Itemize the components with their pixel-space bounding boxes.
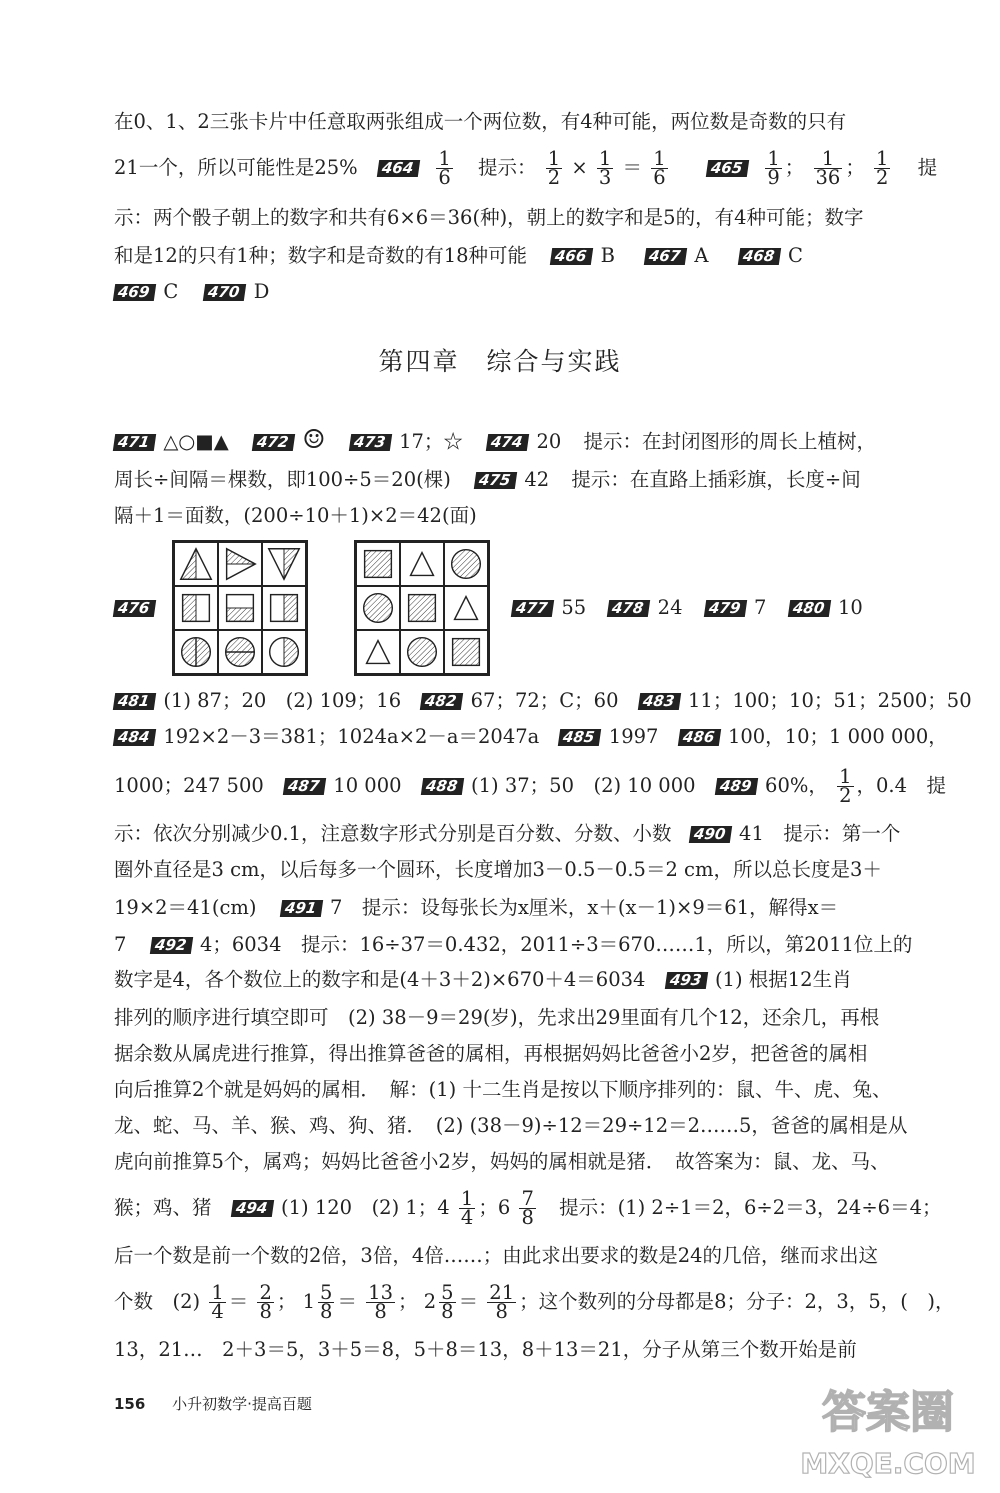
svg-text:答案圈: 答案圈 (822, 1387, 954, 1438)
text-line: 圈外直径是3 cm，以后每多一个圆环，长度增加3－0.5－0.5＝2 cm，所以总长度是3＋ (114, 858, 882, 881)
text-line: 猴；鸡、猪 494 (1) 120 (2) 1；4 $\frac{1}{4}$ ；6 $\frac{7}{8}$ 提示：(1) 2÷1＝2，6÷2＝3，24÷6＝4； (114, 1187, 942, 1229)
text-line: 7 492 4；6034 提示：16÷37＝0.432，2011÷3＝670……1，所以，第2011位上的 (114, 933, 913, 956)
text: 21一个，所以可能性是25% (114, 156, 358, 179)
answer: 55 (561, 596, 587, 619)
operator: × (571, 156, 588, 179)
text-line: 据余数从属虎进行推算，得出推算爸爸的属相，再根据妈妈比爸爸小2岁，把爸爸的属相 (114, 1042, 868, 1065)
question-tag: 485 (558, 729, 602, 746)
answer: △○■▲ (163, 430, 229, 453)
question-tag: 467 (644, 248, 688, 265)
question-tag: 481 (113, 693, 157, 710)
text-line (114, 238, 954, 274)
fraction: $\frac{1}{6}$ (438, 147, 451, 189)
question-tag: 493 (664, 972, 708, 989)
circle-split-icon (174, 630, 218, 674)
text-line (114, 462, 954, 498)
question-tag: 492 (149, 937, 193, 954)
square-split-icon (262, 586, 306, 630)
text-line: 示：依次分别减少0.1，注意数字形式分别是百分数、分数、小数 490 41 提示：第一个 (114, 822, 901, 845)
fraction: $\frac{1}{4}$ (211, 1281, 224, 1323)
square-split-icon (218, 586, 262, 630)
square-icon (400, 586, 444, 630)
question-tag: 473 (349, 434, 393, 451)
answer: C (788, 244, 803, 267)
operator: ＝ (622, 156, 643, 179)
text-line: 个数 (2) $\frac{1}{4}$ ＝ $\frac{2}{8}$ ； 1 $\frac{5}{8}$ ＝ $\frac{13}{8}$ ； 2 $\frac{5}{8}$ ＝ $\frac{21}{8}$ ；这个数列的分母都是8；分子：2，3，5，( )， (114, 1281, 955, 1323)
text-line: 21一个，所以可能性是25% 464 $\frac{1}{6}$ 提示： $\frac{1}{2}$ × $\frac{1}{3}$ ＝ $\frac{1}{6}$ 465 $\frac{1}{9}$ ； $\frac{1}{36}$ ； $\frac{1}{2}$ 提 (114, 147, 938, 189)
question-tag: 476 (113, 600, 157, 617)
text: 示：两个骰子朝上的数字和共有6×6＝36(种)，朝上的数字和是5的，有4种可能；数字 (114, 206, 864, 229)
text-line: 虎向前推算5个，属鸡；妈妈比爸爸小2岁，妈妈的属相就是猪． 故答案为：鼠、龙、马、 (114, 1150, 890, 1173)
question-tag: 471 (113, 434, 157, 451)
fraction: $\frac{1}{4}$ (460, 1187, 474, 1229)
fraction: $\frac{21}{8}$ (489, 1281, 515, 1323)
smiley-icon: ☺ (302, 425, 326, 455)
page-number: 156 (114, 1395, 146, 1413)
triangle-halved-icon (174, 542, 218, 586)
question-tag: 478 (607, 600, 651, 617)
question-tag: 469 (113, 284, 157, 301)
text-line: 龙、蛇、马、羊、猴、鸡、狗、猪． (2) (38－9)÷12＝29÷12＝2……5，爸爸的属相是从 (114, 1114, 908, 1137)
text-line: 后一个数是前一个数的2倍，3倍，4倍……；由此求出要求的数是24的几倍，继而求出这 (114, 1244, 879, 1267)
circle-split-icon (218, 630, 262, 674)
circle-icon (400, 630, 444, 674)
text-line (114, 422, 954, 460)
text-line: 数字是4，各个数位上的数字和是(4＋3＋2)×670＋4＝6034 493 (1) 根据12生肖 (114, 968, 852, 991)
question-tag: 466 (550, 248, 594, 265)
text-line: 13，21… 2＋3＝5，3＋5＝8，5＋8＝13，8＋13＝21，分子从第三个数开始是前 (114, 1338, 857, 1361)
chapter-title: 第四章 综合与实践 (378, 347, 622, 376)
question-tag: 486 (677, 729, 721, 746)
text-line (114, 200, 954, 236)
fraction: $\frac{1}{3}$ (598, 147, 612, 189)
question-tag: 470 (203, 284, 247, 301)
triangle-down-icon (262, 542, 306, 586)
square-icon (444, 630, 488, 674)
question-tag: 494 (231, 1200, 275, 1217)
text-line: 向后推算2个就是妈妈的属相． 解：(1) 十二生肖是按以下顺序排列的：鼠、牛、虎、兔、 (114, 1078, 892, 1101)
text-line: 484 192×2－3＝381；1024a×2－a＝2047a 485 1997 486 100，10；1 000 000， (114, 719, 954, 755)
answer: 24 (657, 596, 683, 619)
fraction: $\frac{5}{8}$ (320, 1281, 333, 1323)
answer: D (253, 280, 270, 303)
square-icon (356, 542, 400, 586)
question-tag: 489 (715, 778, 759, 795)
text-line (512, 590, 952, 626)
hint-label: 提示： (478, 156, 537, 179)
answer: 10 (837, 596, 863, 619)
answer: A (694, 244, 709, 267)
question-tag: 465 (706, 160, 750, 177)
svg-text:MXQE.COM: MXQE.COM (800, 1447, 976, 1480)
answer: 17；☆ (399, 430, 463, 453)
fraction: $\frac{5}{8}$ (441, 1281, 454, 1323)
hint: 提示：在直路上插彩旗，长度÷间 (571, 468, 861, 491)
watermark-logo (788, 1375, 988, 1485)
answer: 20 (536, 430, 562, 453)
question-tag: 479 (703, 600, 747, 617)
text: 在0、1、2三张卡片中任意取两张组成一个两位数，有4种可能，两位数是奇数的只有 (114, 110, 847, 133)
triangle-icon (444, 586, 488, 630)
question-tag: 474 (486, 434, 530, 451)
text-line (114, 104, 954, 140)
text-line: 1000；247 500 487 10 000 488 (1) 37；50 (2) 10 000 489 60%， $\frac{1}{2}$ ，0.4 提 (114, 765, 947, 807)
circle-icon (356, 586, 400, 630)
question-tag: 472 (252, 434, 296, 451)
fraction: $\frac{7}{8}$ (521, 1187, 534, 1229)
fraction: $\frac{1}{6}$ (653, 147, 666, 189)
question-tag: 483 (638, 693, 682, 710)
question-tag: 468 (738, 248, 782, 265)
question-tag: 464 (377, 160, 421, 177)
question-tag: 477 (511, 600, 555, 617)
question-tag: 491 (280, 900, 324, 917)
fraction: $\frac{1}{2}$ (876, 147, 889, 189)
question-tag: 490 (689, 826, 733, 843)
text-line: 排列的顺序进行填空即可 (2) 38－9＝29(岁)，先求出29里面有几个12，还余几，再根 (114, 1006, 880, 1029)
fraction: $\frac{1}{2}$ (547, 147, 561, 189)
text-line (114, 498, 954, 534)
question-tag: 475 (474, 472, 518, 489)
circle-split-icon (262, 630, 306, 674)
fraction: $\frac{2}{8}$ (259, 1281, 272, 1323)
answer: 42 (524, 468, 550, 491)
fraction: $\frac{13}{8}$ (368, 1281, 393, 1323)
fraction: $\frac{1}{36}$ (815, 147, 841, 189)
text-line: 19×2＝41(cm) 491 7 提示：设每张长为x厘米，x＋(x－1)×9＝61，解得x＝ (114, 896, 839, 919)
text: 隔＋1＝面数，(200÷10＋1)×2＝42(面) (114, 504, 477, 527)
hint: 提示：在封闭图形的周长上植树， (583, 430, 876, 453)
figure-grid-1 (172, 540, 308, 676)
question-tag: 487 (283, 778, 327, 795)
answer: 7 (754, 596, 767, 619)
square-split-icon (174, 586, 218, 630)
question-tag: 480 (787, 600, 831, 617)
answer: C (163, 280, 179, 303)
text: 提 (917, 156, 938, 179)
figure-grid-2 (354, 540, 490, 676)
fraction: $\frac{1}{2}$ (839, 765, 852, 807)
page-footer (114, 1393, 312, 1414)
circle-icon (444, 542, 488, 586)
text-line: 481 (1) 87；20 (2) 109；16 482 67；72；C；60 483 11；100；10；51；2500；50 (114, 683, 954, 719)
question-tag: 488 (421, 778, 465, 795)
text: 周长÷间隔＝棵数，即100÷5＝20(棵) (114, 468, 451, 491)
text: 和是12的只有1种；数字和是奇数的有18种可能 (114, 244, 528, 267)
fraction: $\frac{1}{9}$ (767, 147, 780, 189)
answer: B (600, 244, 615, 267)
triangle-icon (356, 630, 400, 674)
question-tag: 484 (113, 729, 157, 746)
triangle-right-icon (218, 542, 262, 586)
text-line (114, 274, 954, 310)
question-tag: 482 (420, 693, 464, 710)
triangle-icon (400, 542, 444, 586)
book-title: 小升初数学·提高百题 (172, 1395, 312, 1413)
